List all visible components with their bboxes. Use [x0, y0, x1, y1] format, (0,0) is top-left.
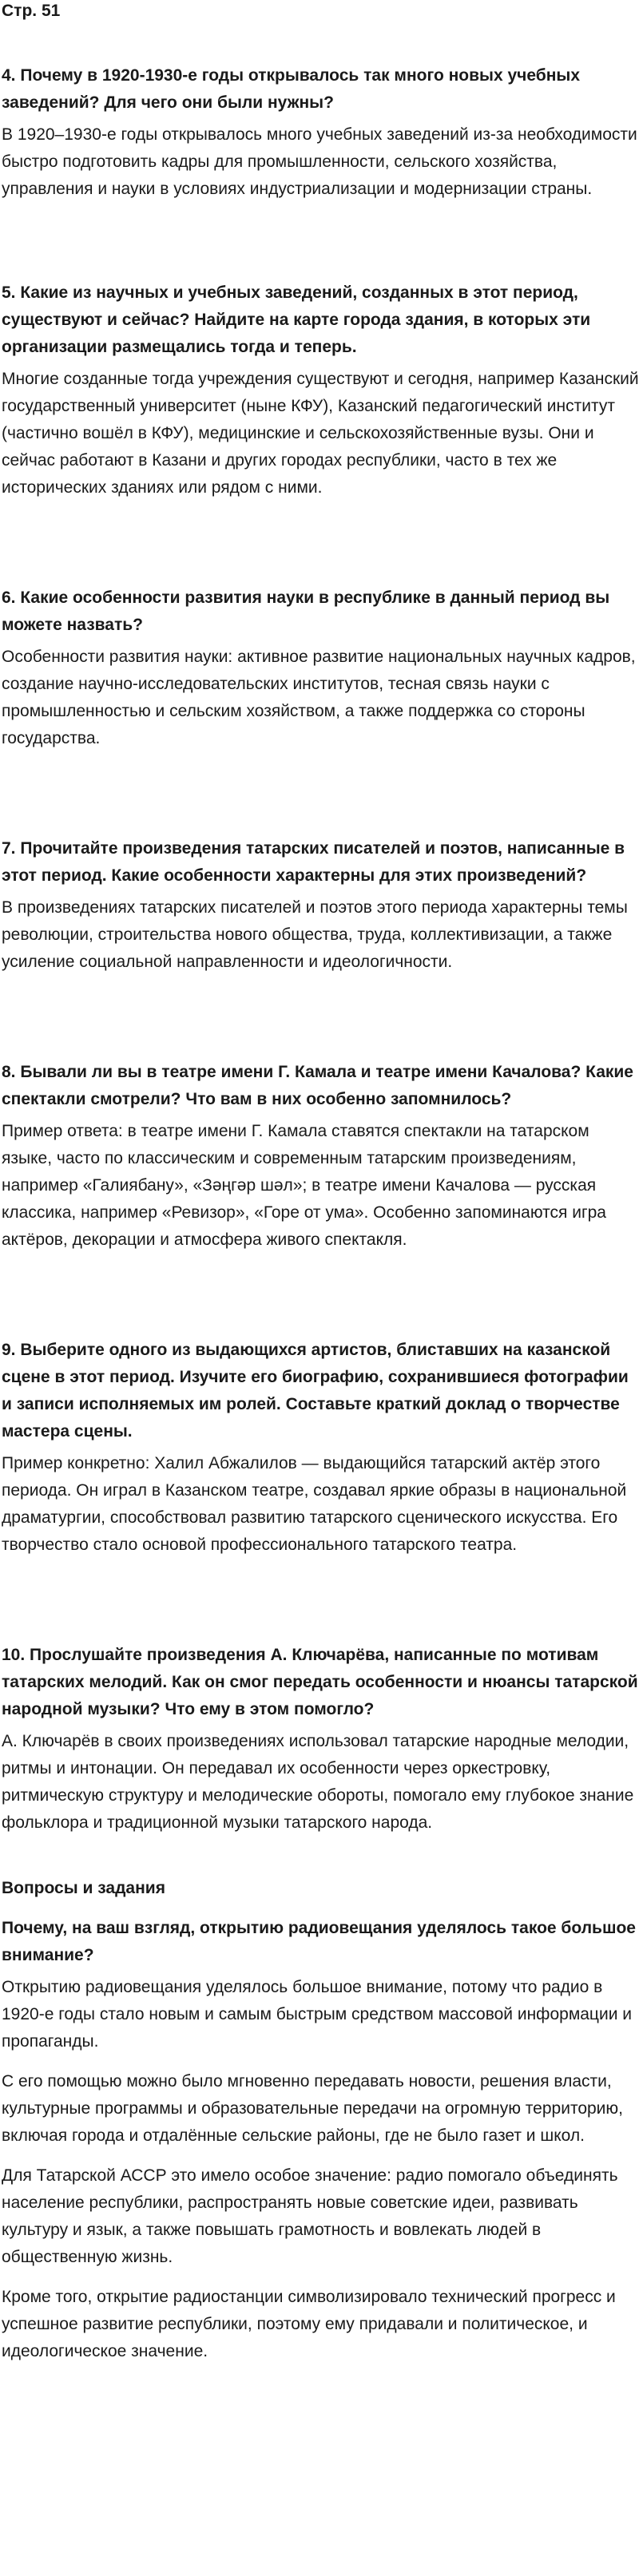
question-9: 9. Выберите одного из выдающихся артистов, блиставших на казанской сцене в этот период. Изучите его биографию, сохранившиеся фотографии и записи исполняемых им ролей. Составьте краткий доклад о творчестве мастера сцены.	[2, 1341, 629, 1441]
questions-and-tasks-section	[2, 1837, 639, 2365]
section-answer-paragraph: С его помощью можно было мгновенно передавать новости, решения власти, культурные программы и образовательные передачи на огромную территорию, включая города и отдалённые сельские районы, где не было газет и школ.	[2, 2072, 623, 2145]
question-10: 10. Прослушайте произведения А. Ключарёва, написанные по мотивам татарских мелодий. Как он смог передать особенности и нюансы татарской народной музыки? Что ему в этом помогло?	[2, 1646, 638, 1718]
section-answer-paragraph: Кроме того, открытие радиостанции символизировало технический прогресс и успешное развитие республики, поэтому ему придавали и политическое, и идеологическое значение.	[2, 2288, 616, 2360]
question-8: 8. Бывали ли вы в театре имени Г. Камала и театре имени Качалова? Какие спектакли смотрели? Что вам в них особенно запомнилось?	[2, 1063, 633, 1108]
question-block-10	[2, 1559, 639, 1837]
section-answer-paragraph: Для Татарской АССР это имело особое значение: радио помогало объединять население республики, распространять новые советские идеи, развивать культуру и язык, а также повышать грамотность и вовлекать людей в общественную жизнь.	[2, 2166, 618, 2266]
answer-6: Особенности развития науки: активное развитие национальных научных кадров, создание научно-исследовательских институтов, тесная связь науки с промышленностью и сельским хозяйством, а также поддержка со стороны государства.	[2, 648, 636, 747]
answer-7: В произведениях татарских писателей и поэтов этого периода характерны темы революции, строительства нового общества, труда, коллективизации, а также усиление социальной направленности и идеологичности.	[2, 898, 628, 971]
question-block-7	[2, 752, 639, 976]
question-7: 7. Прочитайте произведения татарских писателей и поэтов, написанные в этот период. Какие особенности характерны для этих произведений?	[2, 839, 625, 885]
question-6: 6. Какие особенности развития науки в республике в данный период вы можете назвать?	[2, 589, 610, 634]
answer-8: Пример ответа: в театре имени Г. Камала ставятся спектакли на татарском языке, часто по классическим и современным татарским произведениям, например «Галиябану», «Зәңгәр шәл»; в театре имени Качалова — русская классика, например «Ревизор», «Горе от ума». Особенно запоминаются игра актёров, декорации и атмосфера живого спектакля.	[2, 1122, 606, 1249]
answer-10: А. Ключарёв в своих произведениях использовал татарские народные мелодии, ритмы и интонации. Он передавал их особенности через оркестровку, ритмическую структуру и мелодические обороты, помогало ему глубокое знание фольклора и традиционной музыки татарского народа.	[2, 1732, 634, 1832]
question-block-5	[2, 203, 639, 501]
section-question: Почему, на ваш взгляд, открытию радиовещания уделялось такое большое внимание?	[2, 1919, 636, 1964]
question-block-9	[2, 1254, 639, 1559]
question-5: 5. Какие из научных и учебных заведений, созданных в этот период, существуют и сейчас? Найдите на карте города здания, в которых эти организации размещались тогда и теперь.	[2, 283, 591, 356]
question-block-6	[2, 501, 639, 752]
page-label: Стр. 51	[2, 2, 61, 20]
question-block-4	[2, 22, 639, 203]
answer-9: Пример конкретно: Халил Абжалилов — выдающийся татарский актёр этого периода. Он играл в Казанском театре, создавал яркие образы в национальной драматургии, способствовал развитию татарского сценического искусства. Его творчество стало основой профессионального татарского театра.	[2, 1454, 627, 1554]
section-answer-paragraph: Открытию радиовещания уделялось большое внимание, потому что радио в 1920-е годы стало новым и самым быстрым средством массовой информации и пропаганды.	[2, 1978, 632, 2051]
question-block-8	[2, 976, 639, 1254]
question-4: 4. Почему в 1920-1930-е годы открывалось так много новых учебных заведений? Для чего они были нужны?	[2, 66, 581, 112]
answer-5: Многие созданные тогда учреждения существуют и сегодня, например Казанский государственный университет (ныне КФУ), Казанский педагогический институт (частично вошёл в КФУ), медицинские и сельскохозяйственные вузы. Они и сейчас работают в Казани и других городах республики, часто в тех же исторических зданиях или рядом с ними.	[2, 370, 639, 497]
answer-4: В 1920–1930-е годы открывалось много учебных заведений из-за необходимости быстро подготовить кадры для промышленности, сельского хозяйства, управления и науки в условиях индустриализации и модернизации страны.	[2, 125, 637, 198]
section-title: Вопросы и задания	[2, 1879, 165, 1897]
